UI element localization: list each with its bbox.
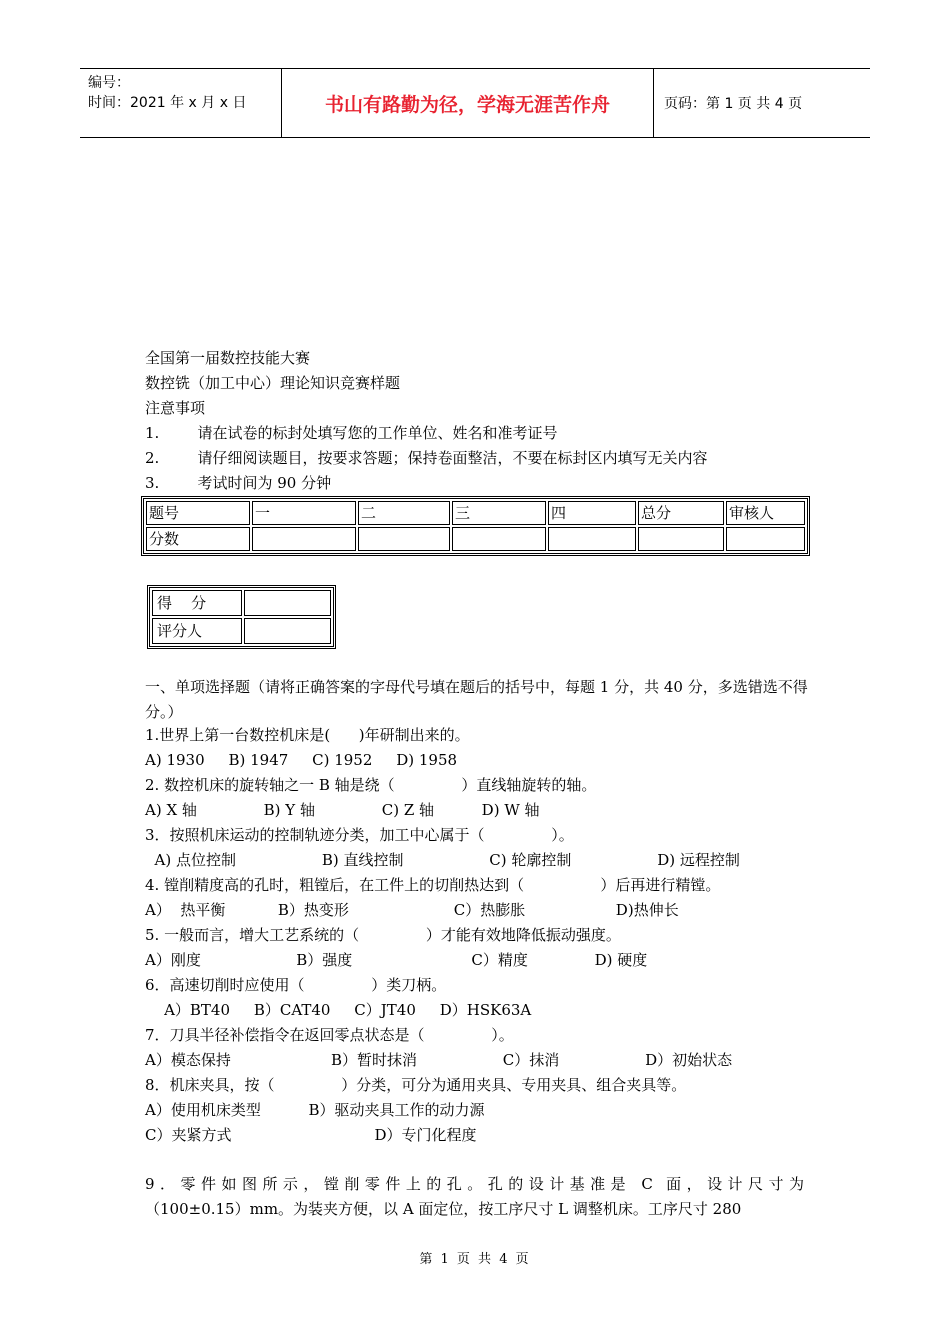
question-text: 3．按照机床运动的控制轨迹分类，加工中心属于（ ）。 xyxy=(145,826,574,844)
contest-title: 全国第一届数控技能大赛 xyxy=(145,349,311,367)
page-label: 页码：第 1 页 共 4 页 xyxy=(664,96,803,112)
question-options: A）刚度 B）强度 C）精度 D) 硬度 xyxy=(145,951,648,969)
score-cell[interactable] xyxy=(452,527,546,551)
table-header-cell: 一 xyxy=(252,501,356,525)
question-text: 9．零件如图所示，镗削零件上的孔。孔的设计基准是 C 面，设计尺寸为 xyxy=(145,1175,807,1193)
question-text: （100±0.15）mm。为装夹方便，以 A 面定位，按工序尺寸 L 调整机床。工序尺寸 280 xyxy=(145,1200,742,1218)
time-label: 时间：2021 年 x 月 x 日 xyxy=(88,95,247,111)
table-header-cell: 二 xyxy=(358,501,450,525)
question-options: A) X 轴 B) Y 轴 C) Z 轴 D) W 轴 xyxy=(145,801,540,819)
question-options: A) 点位控制 B) 直线控制 C) 轮廓控制 D) 远程控制 xyxy=(145,851,740,869)
score-label: 得 分 xyxy=(152,590,242,616)
score-cell[interactable] xyxy=(726,527,805,551)
grade-table xyxy=(147,585,336,649)
table-header-cell: 总分 xyxy=(638,501,724,525)
table-header-cell: 题号 xyxy=(146,501,250,525)
section-title: 一、单项选择题（请将正确答案的字母代号填在题后的括号中，每题 1 分，共 40 分，多选错选不得分。） xyxy=(145,678,808,721)
score-cell[interactable] xyxy=(252,527,356,551)
question-text: 1.世界上第一台数控机床是( )年研制出来的。 xyxy=(145,726,470,744)
exam-title: 数控铣（加工中心）理论知识竞赛样题 xyxy=(145,374,401,392)
question-text: 7．刀具半径补偿指令在返回零点状态是（ ）。 xyxy=(145,1026,514,1044)
note-item: 1. 请在试卷的标封处填写您的工作单位、姓名和准考证号 xyxy=(145,424,558,442)
question-text: 5. 一般而言，增大工艺系统的（ ）才能有效地降低振动强度。 xyxy=(145,926,621,944)
motto: 书山有路勤为径，学海无涯苦作舟 xyxy=(282,69,654,137)
question-text: 8．机床夹具，按（ ）分类，可分为通用夹具、专用夹具、组合夹具等。 xyxy=(145,1076,687,1094)
page-footer: 第 1 页 共 4 页 xyxy=(419,1252,531,1267)
score-cell[interactable] xyxy=(244,590,331,616)
question-options: A) 1930 B) 1947 C) 1952 D) 1958 xyxy=(145,751,458,769)
grader-label: 评分人 xyxy=(152,618,242,644)
table-row xyxy=(152,590,331,616)
table-row xyxy=(152,618,331,644)
question-text: 6．高速切削时应使用（ ）类刀柄。 xyxy=(145,976,447,994)
score-table xyxy=(141,496,810,556)
table-header-cell: 四 xyxy=(548,501,636,525)
score-cell[interactable] xyxy=(358,527,450,551)
question-text: 4. 镗削精度高的孔时，粗镗后，在工件上的切削热达到（ ）后再进行精镗。 xyxy=(145,876,721,894)
grader-cell[interactable] xyxy=(244,618,331,644)
score-cell[interactable] xyxy=(638,527,724,551)
question-options: A）模态保持 B）暂时抹消 C）抹消 D）初始状态 xyxy=(145,1051,733,1069)
table-header-cell: 三 xyxy=(452,501,546,525)
question-options: A）使用机床类型 B）驱动夹具工作的动力源 xyxy=(145,1101,485,1119)
table-row xyxy=(146,527,805,551)
notes-heading: 注意事项 xyxy=(145,399,206,417)
table-row xyxy=(146,501,805,525)
question-options: A）BT40 B）CAT40 C）JT40 D）HSK63A xyxy=(145,1001,532,1019)
question-text: 2. 数控机床的旋转轴之一 B 轴是绕（ ）直线轴旋转的轴。 xyxy=(145,776,597,794)
header-left-cell xyxy=(80,69,282,137)
score-cell[interactable] xyxy=(548,527,636,551)
note-item: 2. 请仔细阅读题目，按要求答题；保持卷面整洁，不要在标封区内填写无关内容 xyxy=(145,449,708,467)
page-header xyxy=(80,68,870,138)
table-header-cell: 审核人 xyxy=(726,501,805,525)
number-label: 编号： xyxy=(88,75,130,91)
table-row-label: 分数 xyxy=(146,527,250,551)
note-item: 3. 考试时间为 90 分钟 xyxy=(145,474,332,492)
question-options: A） 热平衡 B）热变形 C）热膨胀 D)热伸长 xyxy=(145,901,679,919)
question-options: C）夹紧方式 D）专门化程度 xyxy=(145,1126,477,1144)
